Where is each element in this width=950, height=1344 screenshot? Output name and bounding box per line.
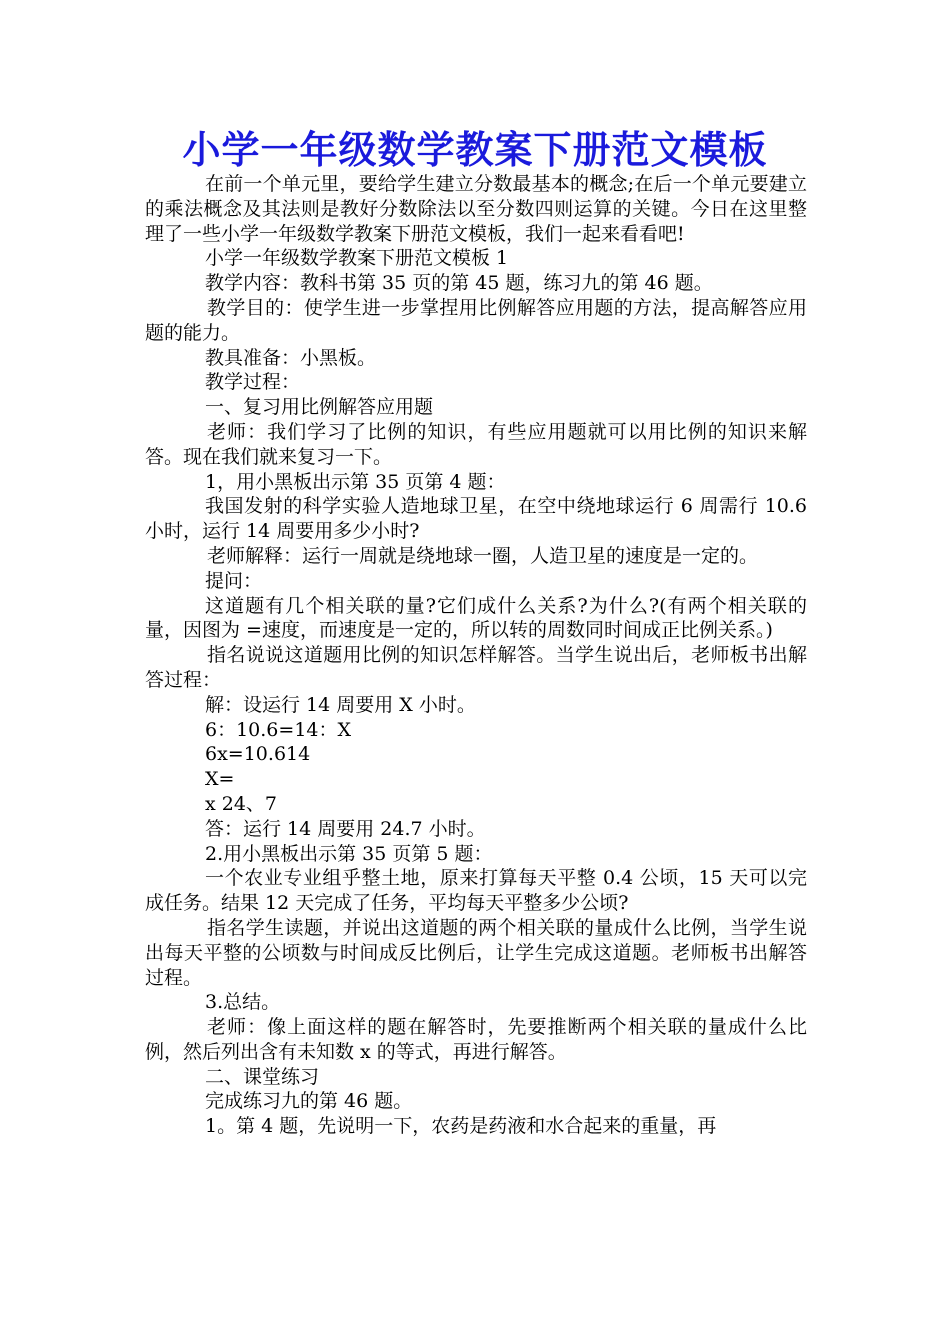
teaching-process-heading: 教学过程： bbox=[205, 371, 301, 394]
teacher-intro: 老师：我们学习了比例的知识，有些应用题就可以用比例的知识来解答。现在我们就来复习一下。 bbox=[145, 420, 807, 468]
review-heading: 一、复习用比例解答应用题 bbox=[205, 396, 434, 419]
solution-line-4: X= bbox=[205, 768, 235, 791]
teaching-content: 教学内容：教科书第 35 页的第 45 题，练习九的第 46 题。 bbox=[205, 272, 713, 295]
intro-paragraph: 在前一个单元里，要给学生建立分数最基本的概念;在后一个单元要建立的乘法概念及其法则是教好分数除法以至分数四则运算的关键。今日在这里整理了一些小学一年级数学教案下册范文模板，我们一起来看看吧! bbox=[145, 173, 807, 245]
practice-text: 完成练习九的第 46 题。 bbox=[205, 1090, 413, 1113]
document-title: 小学一年级数学教案下册范文模板 bbox=[182, 127, 768, 172]
document-body bbox=[145, 172, 807, 1139]
practice-heading: 二、课堂练习 bbox=[205, 1065, 320, 1088]
problem-5-text: 一个农业专业组乎整土地，原来打算每天平整 0.4 公顷，15 天可以完成任务。结果 12 天完成了任务，平均每天平整多少公顷? bbox=[145, 867, 807, 915]
solution-line-1: 解：设运行 14 周要用 X 小时。 bbox=[205, 693, 476, 716]
summary-heading: 3.总结。 bbox=[205, 991, 281, 1014]
teacher-explanation: 老师解释：运行一周就是绕地球一圈，人造卫星的速度是一定的。 bbox=[207, 544, 759, 567]
summary-text: 老师：像上面这样的题在解答时，先要推断两个相关联的量成什么比例，然后列出含有未知数 x 的等式，再进行解答。 bbox=[145, 1016, 807, 1063]
problem-4-text: 我国发射的科学实验人造地球卫星，在空中绕地球运行 6 周需行 10.6 小时，运行 14 周要用多少小时? bbox=[145, 495, 807, 543]
practice-item-1: 1。第 4 题，先说明一下，农药是药液和水合起来的重量，再 bbox=[205, 1115, 717, 1138]
solution-instruction: 指名说说这道题用比例的知识怎样解答。当学生说出后，老师板书出解答过程： bbox=[145, 644, 807, 691]
problem-5-instruction: 指名学生读题，并说出这道题的两个相关联的量成什么比例，当学生说出每天平整的公顷数与时间成反比例后，让学生完成这道题。老师板书出解答过程。 bbox=[145, 916, 807, 989]
question-heading: 提问： bbox=[205, 569, 263, 592]
section-heading-template-1: 小学一年级数学教案下册范文模板 1 bbox=[205, 247, 509, 270]
solution-line-3: 6x=10.614 bbox=[205, 743, 311, 766]
problem-4-intro: 1，用小黑板出示第 35 页第 4 题： bbox=[205, 470, 506, 493]
problem-5-intro: 2.用小黑板出示第 35 页第 5 题： bbox=[205, 842, 493, 865]
solution-line-5: x 24、7 bbox=[205, 792, 278, 815]
solution-answer: 答：运行 14 周要用 24.7 小时。 bbox=[205, 817, 486, 840]
solution-line-2: 6：10.6=14：X bbox=[205, 718, 352, 741]
question-text: 这道题有几个相关联的量?它们成什么关系?为什么?(有两个相关联的量，因图为 =速度，而速度是一定的，所以转的周数同时间成正比例关系。) bbox=[145, 594, 807, 642]
teaching-purpose: 教学目的：使学生进一步掌捏用比例解答应用题的方法，提高解答应用题的能力。 bbox=[145, 296, 807, 344]
teaching-aids: 教具准备：小黑板。 bbox=[205, 346, 377, 369]
